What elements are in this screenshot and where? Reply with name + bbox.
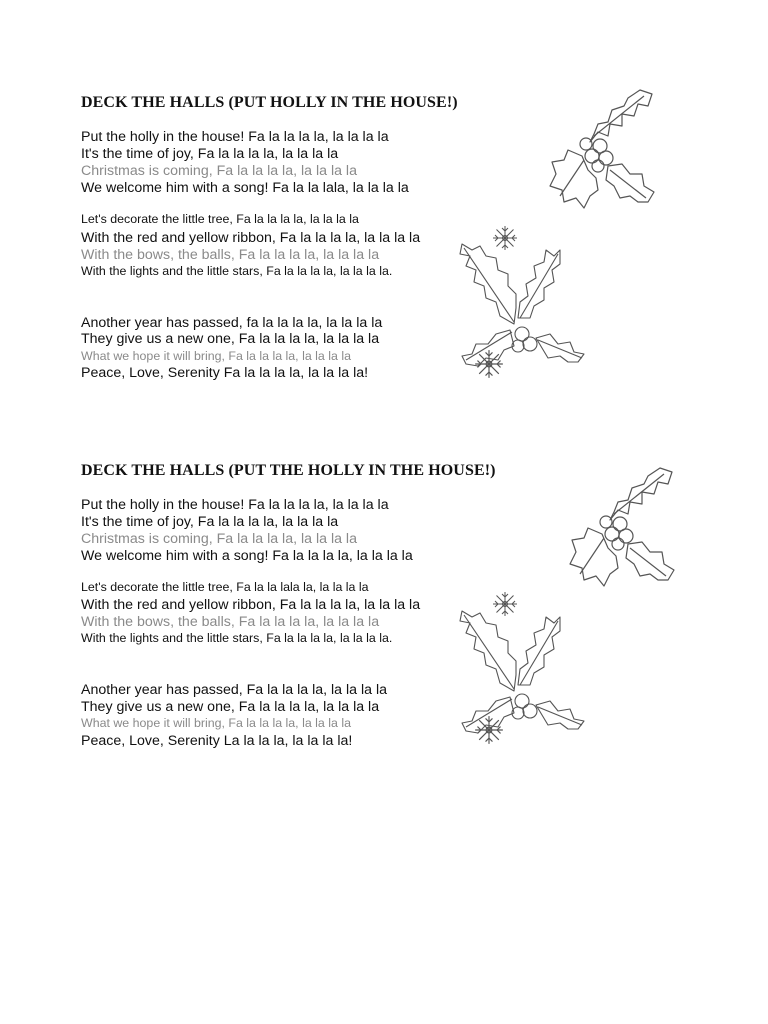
song-title: DECK THE HALLS (PUT HOLLY IN THE HOUSE!) — [81, 94, 458, 111]
lyric-line: What we hope it will bring, Fa la la la la, la la la la — [81, 349, 351, 363]
lyric-line: What we hope it will bring, Fa la la la la, la la la la — [81, 716, 351, 730]
lyric-line: They give us a new one, Fa la la la la, la la la la — [81, 331, 380, 347]
lyric-line: With the red and yellow ribbon, Fa la la la la, la la la la — [81, 230, 421, 246]
lyric-line: Another year has passed, Fa la la la la, la la la la — [81, 682, 387, 698]
lyric-line: Let's decorate the little tree, Fa la la lala la, la la la la — [81, 580, 369, 594]
lyric-line: Put the holly in the house! Fa la la la la, la la la la — [81, 497, 389, 513]
lyric-line: Let's decorate the little tree, Fa la la la la, la la la la — [81, 212, 359, 226]
lyric-line: With the red and yellow ribbon, Fa la la la la, la la la la — [81, 597, 421, 613]
lyric-line: With the bows, the balls, Fa la la la la, la la la la — [81, 614, 380, 630]
lyric-line: It's the time of joy, Fa la la la la, la la la la — [81, 146, 339, 162]
lyric-line: They give us a new one, Fa la la la la, la la la la — [81, 699, 380, 715]
lyric-line: With the bows, the balls, Fa la la la la, la la la la — [81, 247, 380, 263]
lyric-line: We welcome him with a song! Fa la la lala, la la la la — [81, 180, 409, 196]
lyric-line: We welcome him with a song! Fa la la la la, la la la la — [81, 548, 413, 564]
lyric-line: Peace, Love, Serenity Fa la la la la, la la la la! — [81, 365, 369, 381]
snowflake-icon — [474, 715, 504, 745]
holly-leaves-icon — [568, 462, 680, 592]
lyric-line: It's the time of joy, Fa la la la la, la la la la — [81, 514, 339, 530]
song-title: DECK THE HALLS (PUT THE HOLLY IN THE HOUSE!) — [81, 462, 496, 479]
lyric-line: Put the holly in the house! Fa la la la la, la la la la — [81, 129, 389, 145]
lyric-line: Christmas is coming, Fa la la la la, la la la la — [81, 531, 357, 547]
lyric-line: Another year has passed, fa la la la la, la la la la — [81, 315, 383, 331]
lyric-line: Christmas is coming, Fa la la la la, la la la la — [81, 163, 357, 179]
lyric-line: With the lights and the little stars, Fa la la la la, la la la la. — [81, 264, 393, 278]
lyric-line: Peace, Love, Serenity La la la la, la la la la! — [81, 733, 353, 749]
lyric-line: With the lights and the little stars, Fa la la la la, la la la la. — [81, 631, 393, 645]
